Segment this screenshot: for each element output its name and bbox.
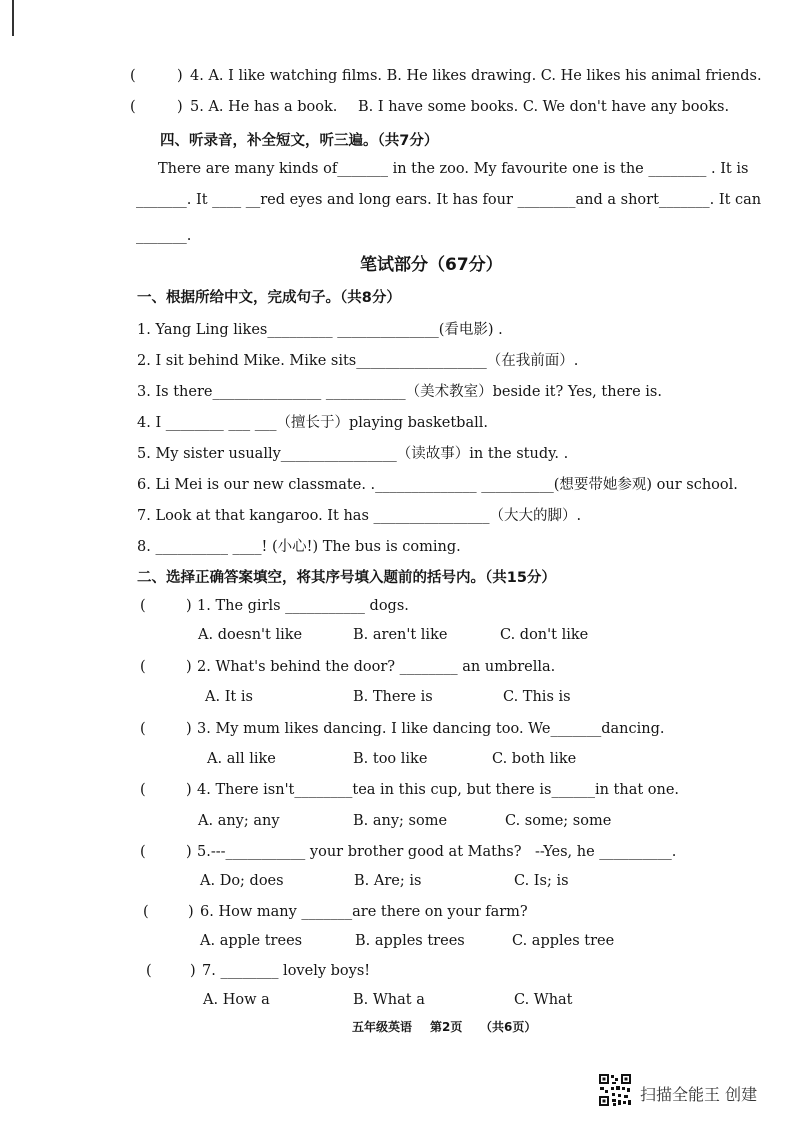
- part-1-item: 7. Look at that kangaroo. It has ________________（大大的脚）.: [137, 508, 582, 524]
- listening-question-5-options: B. I have some books. C. We don't have any books.: [358, 99, 730, 115]
- option-b: B. aren't like: [353, 627, 448, 643]
- footer-page: 第2页: [430, 1020, 463, 1034]
- part-1-item: 8. __________ ____! (小心!) The bus is coming.: [137, 539, 461, 555]
- passage-line-3: _______.: [136, 228, 192, 244]
- answer-paren-close: ): [188, 904, 194, 920]
- option-c: C. Is; is: [514, 873, 569, 889]
- written-section-title: 笔试部分（67分）: [360, 255, 503, 275]
- option-b: B. too like: [353, 751, 428, 767]
- listening-question-5: 5. A. He has a book.: [190, 99, 338, 115]
- question-stem: 4. There isn't________tea in this cup, but there is______in that one.: [197, 782, 680, 798]
- option-c: C. apples tree: [512, 933, 615, 949]
- part-1-item: 3. Is there_______________ ___________（美术教室）beside it? Yes, there is.: [137, 384, 662, 400]
- option-a: A. How a: [203, 992, 270, 1008]
- answer-paren-open: (: [130, 68, 136, 84]
- question-stem: 2. What's behind the door? ________ an umbrella.: [197, 659, 556, 675]
- question-response: --Yes, he __________.: [535, 844, 677, 860]
- option-c: C. This is: [503, 689, 571, 705]
- answer-paren-close: ): [186, 659, 192, 675]
- passage-line-1: There are many kinds of_______ in the zoo. My favourite one is the ________ . It is: [158, 161, 749, 177]
- part-2-heading: 二、选择正确答案填空，将其序号填入题前的括号内。（共15分）: [137, 570, 556, 586]
- qr-code-icon: [598, 1073, 632, 1107]
- answer-paren-close: ): [177, 99, 183, 115]
- scan-edge-mark: [12, 0, 14, 36]
- listening-question-4: 4. A. I like watching films. B. He likes drawing. C. He likes his animal friends.: [190, 68, 762, 84]
- answer-paren-open: (: [140, 659, 146, 675]
- part-1-item: 4. I ________ ___ ___（擅长于）playing basketball.: [137, 415, 488, 431]
- option-a: A. all like: [207, 751, 276, 767]
- option-b: B. Are; is: [354, 873, 422, 889]
- option-a: A. apple trees: [200, 933, 303, 949]
- answer-paren-close: ): [177, 68, 183, 84]
- option-b: B. apples trees: [355, 933, 465, 949]
- part-1-heading: 一、根据所给中文，完成句子。（共8分）: [137, 290, 401, 306]
- option-a: A. It is: [205, 689, 253, 705]
- answer-paren-close: ): [186, 598, 192, 614]
- section-4-heading: 四、听录音，补全短文，听三遍。（共7分）: [160, 133, 439, 149]
- part-1-item: 1. Yang Ling likes_________ ______________(看电影) .: [137, 322, 503, 338]
- question-stem: 7. ________ lovely boys!: [202, 963, 371, 979]
- footer-total: （共6页）: [480, 1020, 537, 1034]
- answer-paren-close: ): [186, 721, 192, 737]
- option-c: C. both like: [492, 751, 577, 767]
- question-stem: 3. My mum likes dancing. I like dancing too. We_______dancing.: [197, 721, 665, 737]
- option-b: B. What a: [353, 992, 425, 1008]
- option-a: A. Do; does: [200, 873, 284, 889]
- answer-paren-open: (: [140, 598, 146, 614]
- answer-paren-open: (: [130, 99, 136, 115]
- option-a: A. doesn't like: [198, 627, 303, 643]
- question-stem: 5.---___________ your brother good at Maths?: [197, 844, 522, 860]
- option-c: C. What: [514, 992, 573, 1008]
- footer-grade: 五年级英语: [352, 1020, 413, 1034]
- option-b: B. There is: [353, 689, 433, 705]
- part-1-item: 5. My sister usually________________（读故事）in the study. .: [137, 446, 569, 462]
- option-b: B. any; some: [353, 813, 448, 829]
- answer-paren-open: (: [146, 963, 152, 979]
- part-1-item: 6. Li Mei is our new classmate. .______________ __________(想要带她参观) our school.: [137, 477, 738, 493]
- option-a: A. any; any: [198, 813, 280, 829]
- scanner-brand-text: 扫描全能王 创建: [640, 1085, 758, 1104]
- option-c: C. some; some: [505, 813, 612, 829]
- answer-paren-close: ): [190, 963, 196, 979]
- answer-paren-open: (: [140, 844, 146, 860]
- answer-paren-open: (: [140, 782, 146, 798]
- passage-line-2: _______. It ____ __red eyes and long ears. It has four ________and a short_______. It can: [136, 192, 762, 208]
- answer-paren-close: ): [186, 782, 192, 798]
- part-1-item: 2. I sit behind Mike. Mike sits__________________（在我前面）.: [137, 353, 579, 369]
- question-stem: 6. How many _______are there on your farm?: [200, 904, 528, 920]
- option-c: C. don't like: [500, 627, 589, 643]
- question-stem: 1. The girls ___________ dogs.: [197, 598, 409, 614]
- answer-paren-open: (: [140, 721, 146, 737]
- answer-paren-close: ): [186, 844, 192, 860]
- answer-paren-open: (: [143, 904, 149, 920]
